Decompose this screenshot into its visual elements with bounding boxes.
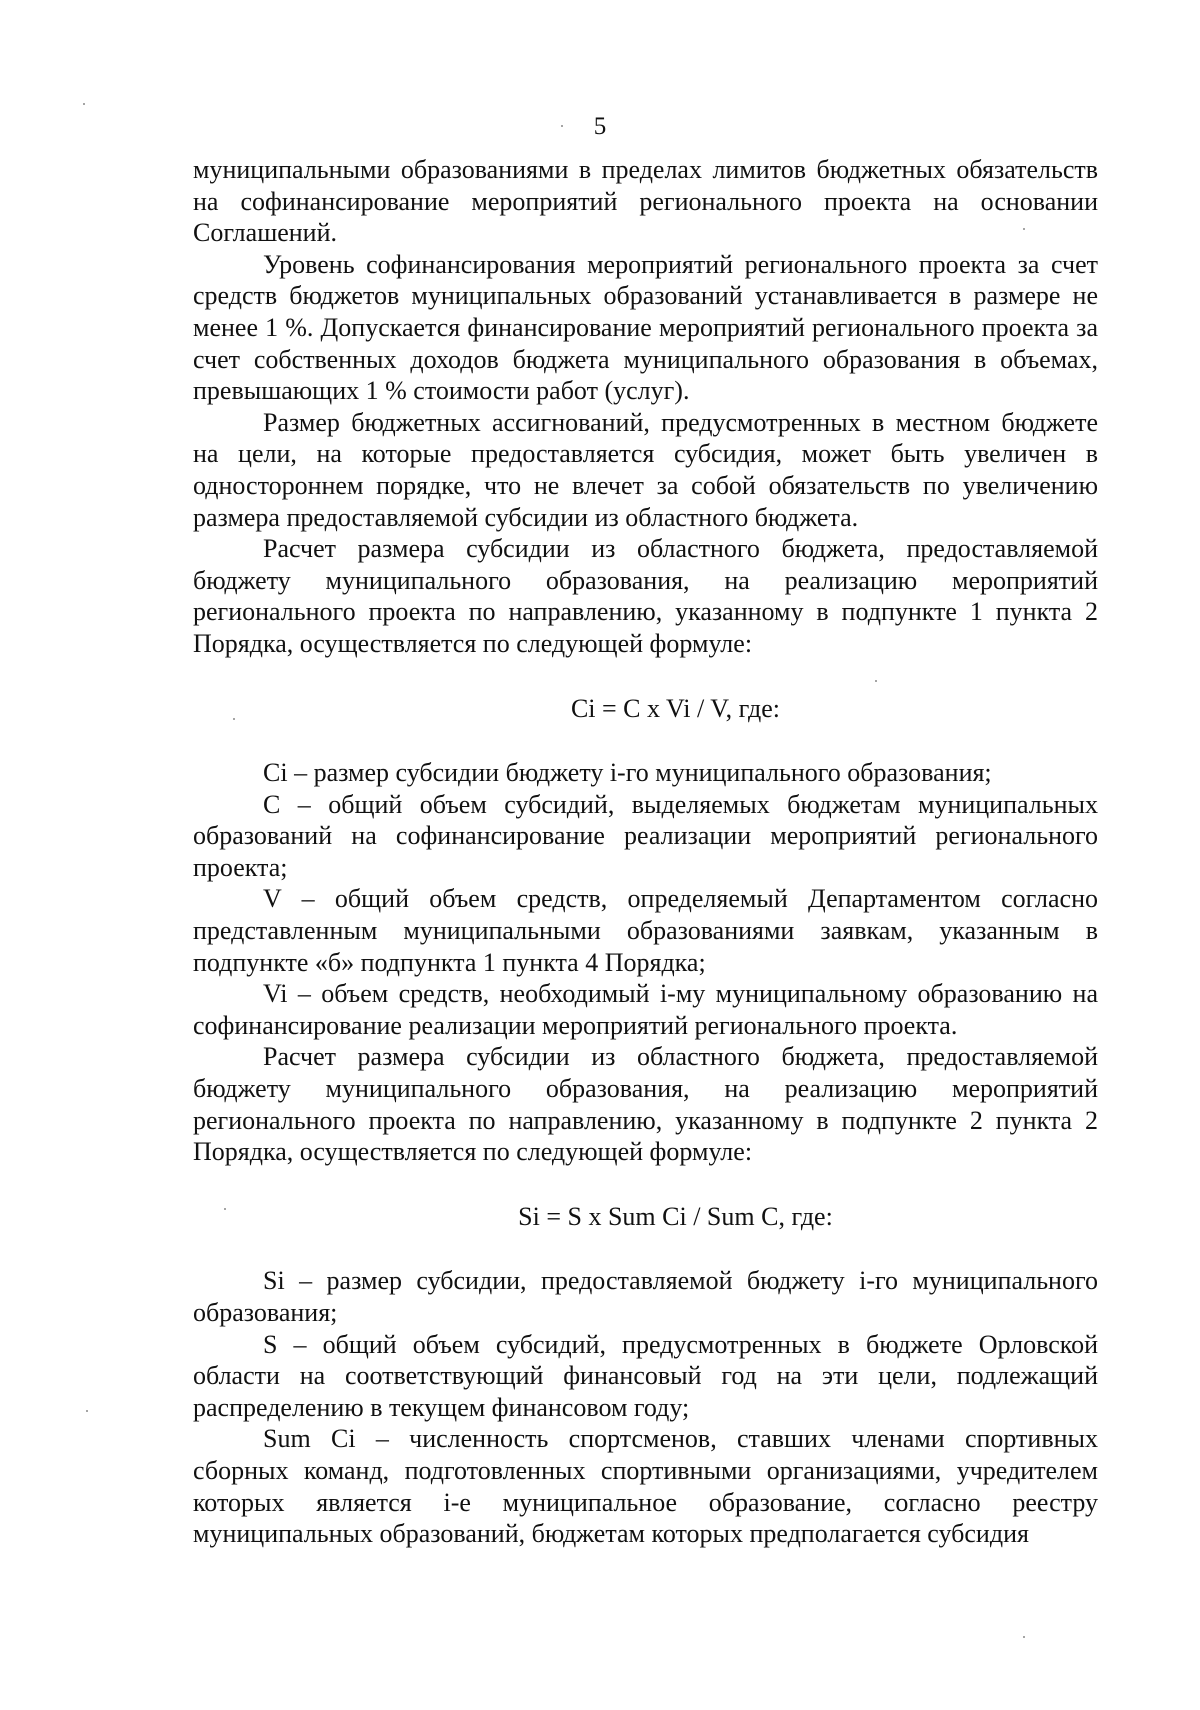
definition-ci: Ci – размер субсидии бюджету i-го муниципального образования; — [263, 758, 992, 788]
scan-speck — [224, 1208, 226, 1210]
scan-speck — [83, 103, 85, 105]
paragraph-continuation: муниципальными образованиями в пределах лимитов бюджетных обязательств на софинансирование мероприятий регионального проекта на основании Соглашений. — [193, 155, 1098, 248]
page-number: 5 — [593, 113, 607, 140]
paragraph-calculation-intro-1: Расчет размера субсидии из областного бюджета, предоставляемой бюджету муниципального образования, на реализацию мероприятий регионального проекта по направлению, указанному в подпункте 1 пункта 2 Порядка, осуществляется по следующей формуле: — [193, 534, 1098, 658]
paragraph-calculation-intro-2: Расчет размера субсидии из областного бюджета, предоставляемой бюджету муниципального образования, на реализацию мероприятий регионального проекта по направлению, указанному в подпункте 2 пункта 2 Порядка, осуществляется по следующей формуле: — [193, 1042, 1098, 1167]
definition-sum-ci: Sum Ci – численность спортсменов, ставших членами спортивных сборных команд, подготовленных спортивными организациями, учредителем которых является i-е муниципальное образование, согласно реестру муниципальных образований, бюджетам которых предполагается субсидия — [193, 1424, 1098, 1549]
formula-2: Si = S x Sum Ci / Sum C, где: — [518, 1201, 833, 1231]
definition-s: S – общий объем субсидий, предусмотренных в бюджете Орловской области на соответствующий финансовый год на эти цели, подлежащий распределению в текущем финансовом году; — [193, 1329, 1098, 1422]
definition-vi: Vi – объем средств, необходимый i-му муниципальному образованию на софинансирование реализации мероприятий регионального проекта. — [193, 979, 1098, 1040]
scan-speck — [233, 718, 235, 720]
definition-v: V – общий объем средств, определяемый Департаментом согласно представленным муниципальными образованиями заявкам, указанным в подпункте «б» подпункта 1 пункта 4 Порядка; — [193, 884, 1098, 977]
scan-speck — [1023, 1636, 1025, 1638]
scan-speck — [875, 680, 877, 682]
scan-speck — [86, 1410, 88, 1412]
paragraph-budget-allocations: Размер бюджетных ассигнований, предусмотренных в местном бюджете на цели, на которые предоставляется субсидия, может быть увеличен в одностороннем порядке, что не влечет за собой обязательств по увеличению размера предоставляемой субсидии из областного бюджета. — [193, 407, 1098, 532]
scan-speck — [1023, 228, 1025, 230]
document-body — [193, 154, 1098, 1550]
paragraph-cofinancing-level: Уровень софинансирования мероприятий регионального проекта за счет средств бюджетов муниципальных образований устанавливается в размере не менее 1 %. Допускается финансирование мероприятий регионального проекта за счет собственных доходов бюджета муниципального образования в объемах, превышающих 1 % стоимости работ (услуг). — [193, 249, 1098, 406]
definition-c: С – общий объем субсидий, выделяемых бюджетам муниципальных образований на софинансирование реализации мероприятий регионального проекта; — [193, 789, 1098, 882]
formula-1: Ci = С x Vi / V, где: — [570, 693, 781, 723]
definition-si: Si – размер субсидии, предоставляемой бюджету i-го муниципального образования; — [193, 1266, 1098, 1327]
scan-speck — [561, 125, 563, 127]
